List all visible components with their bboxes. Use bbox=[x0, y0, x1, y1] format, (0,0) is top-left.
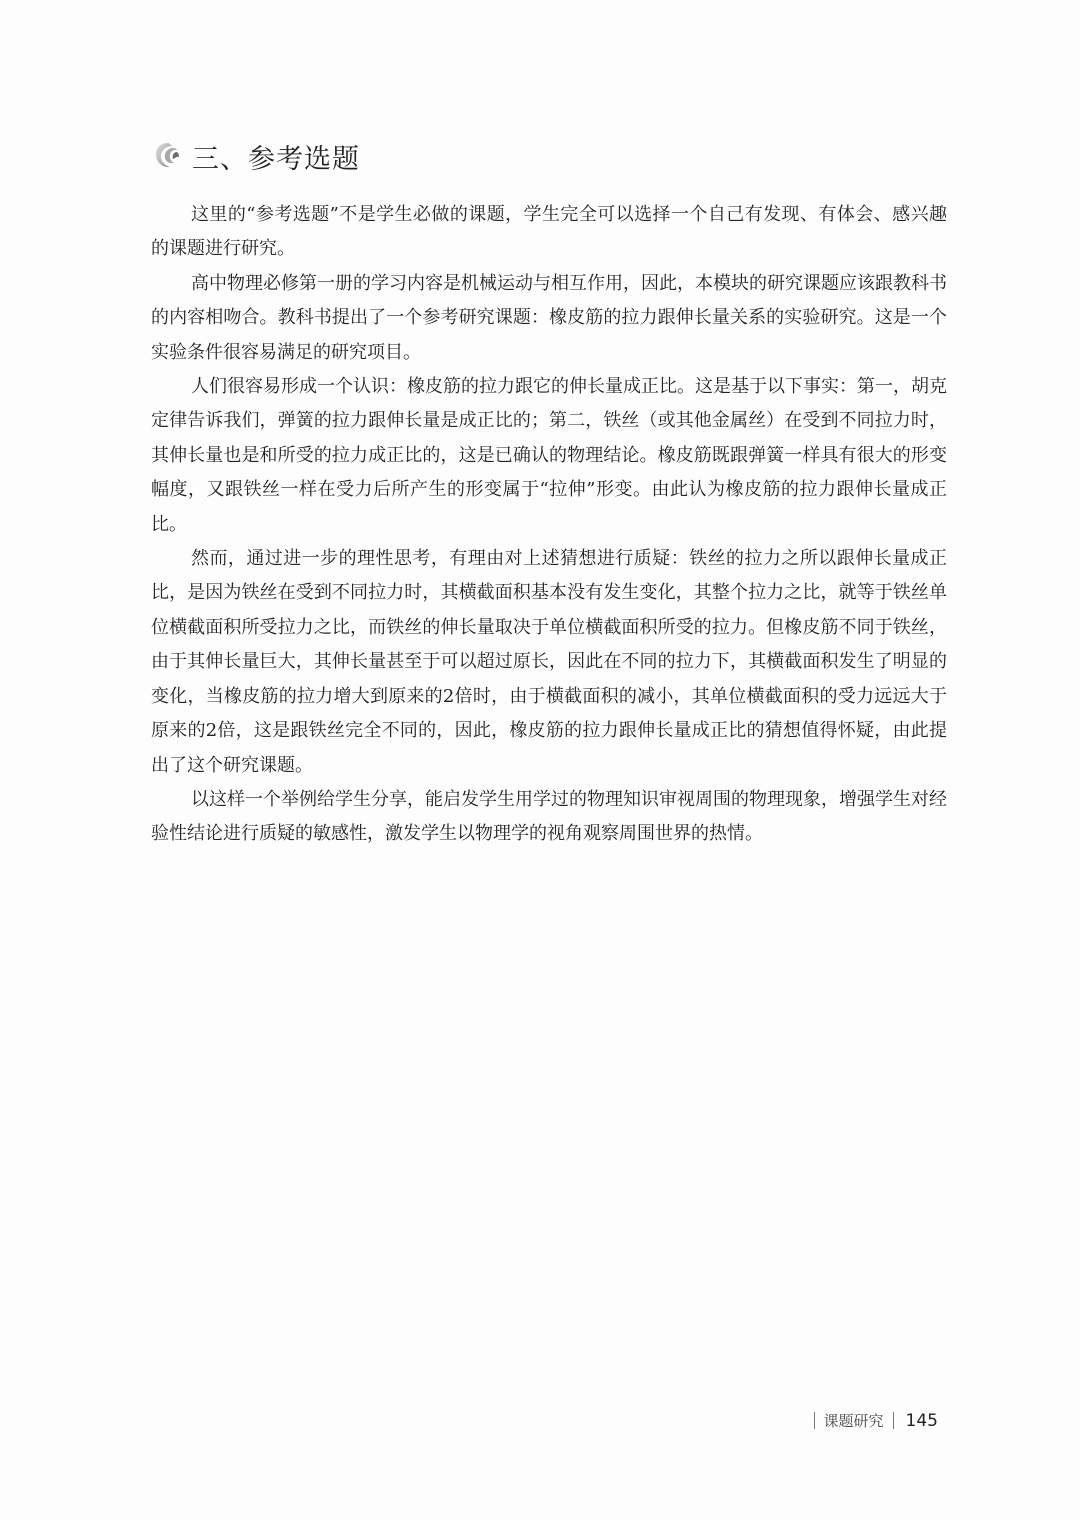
section-heading bbox=[150, 132, 360, 180]
body-text bbox=[151, 198, 947, 852]
section-title: 三、参考选题 bbox=[192, 143, 360, 175]
paragraph: 这里的“参考选题”不是学生必做的课题，学生完全可以选择一个自己有发现、有体会、感兴趣的课题进行研究。 bbox=[151, 204, 947, 260]
paragraph: 高中物理必修第一册的学习内容是机械运动与相互作用，因此，本模块的研究课题应该跟教科书的内容相吻合。教科书提出了一个参考研究课题：橡皮筋的拉力跟伸长量关系的实验研究。这是一个实验条件很容易满足的研究项目。 bbox=[151, 272, 947, 363]
footer-section-label: 课题研究 bbox=[823, 1412, 884, 1430]
footer-divider bbox=[893, 1412, 894, 1429]
paragraph: 然而，通过进一步的理性思考，有理由对上述猜想进行质疑：铁丝的拉力之所以跟伸长量成正比，是因为铁丝在受到不同拉力时，其横截面积基本没有发生变化，其整个拉力之比，就等于铁丝单位横截面积所受拉力之比，而铁丝的伸长量取决于单位横截面积所受的拉力。但橡皮筋不同于铁丝，由于其伸长量巨大，其伸长量甚至于可以超过原长，因此在不同的拉力下，其横截面积发生了明显的变化，当橡皮筋的拉力增大到原来的2倍时，由于横截面积的减小，其单位横截面积的受力远远大于原来的2倍，这是跟铁丝完全不同的，因此，橡皮筋的拉力跟伸长量成正比的猜想值得怀疑，由此提出了这个研究课题。 bbox=[151, 548, 947, 776]
page-footer bbox=[814, 1410, 938, 1431]
paragraph: 以这样一个举例给学生分享，能启发学生用学过的物理知识审视周围的物理现象，增强学生对经验性结论进行质疑的敏感性，激发学生以物理学的视角观察周围世界的热情。 bbox=[151, 788, 947, 845]
footer-divider bbox=[814, 1412, 815, 1429]
page-number: 145 bbox=[905, 1410, 938, 1431]
swirl-icon bbox=[150, 138, 186, 174]
paragraph: 人们很容易形成一个认识：橡皮筋的拉力跟它的伸长量成正比。这是基于以下事实：第一，胡克定律告诉我们，弹簧的拉力跟伸长量是成正比的；第二，铁丝（或其他金属丝）在受到不同拉力时，其伸长量也是和所受的拉力成正比的，这是已确认的物理结论。橡皮筋既跟弹簧一样具有很大的形变幅度，又跟铁丝一样在受力后所产生的形变属于“拉伸”形变。由此认为橡皮筋的拉力跟伸长量成正比。 bbox=[151, 376, 947, 535]
